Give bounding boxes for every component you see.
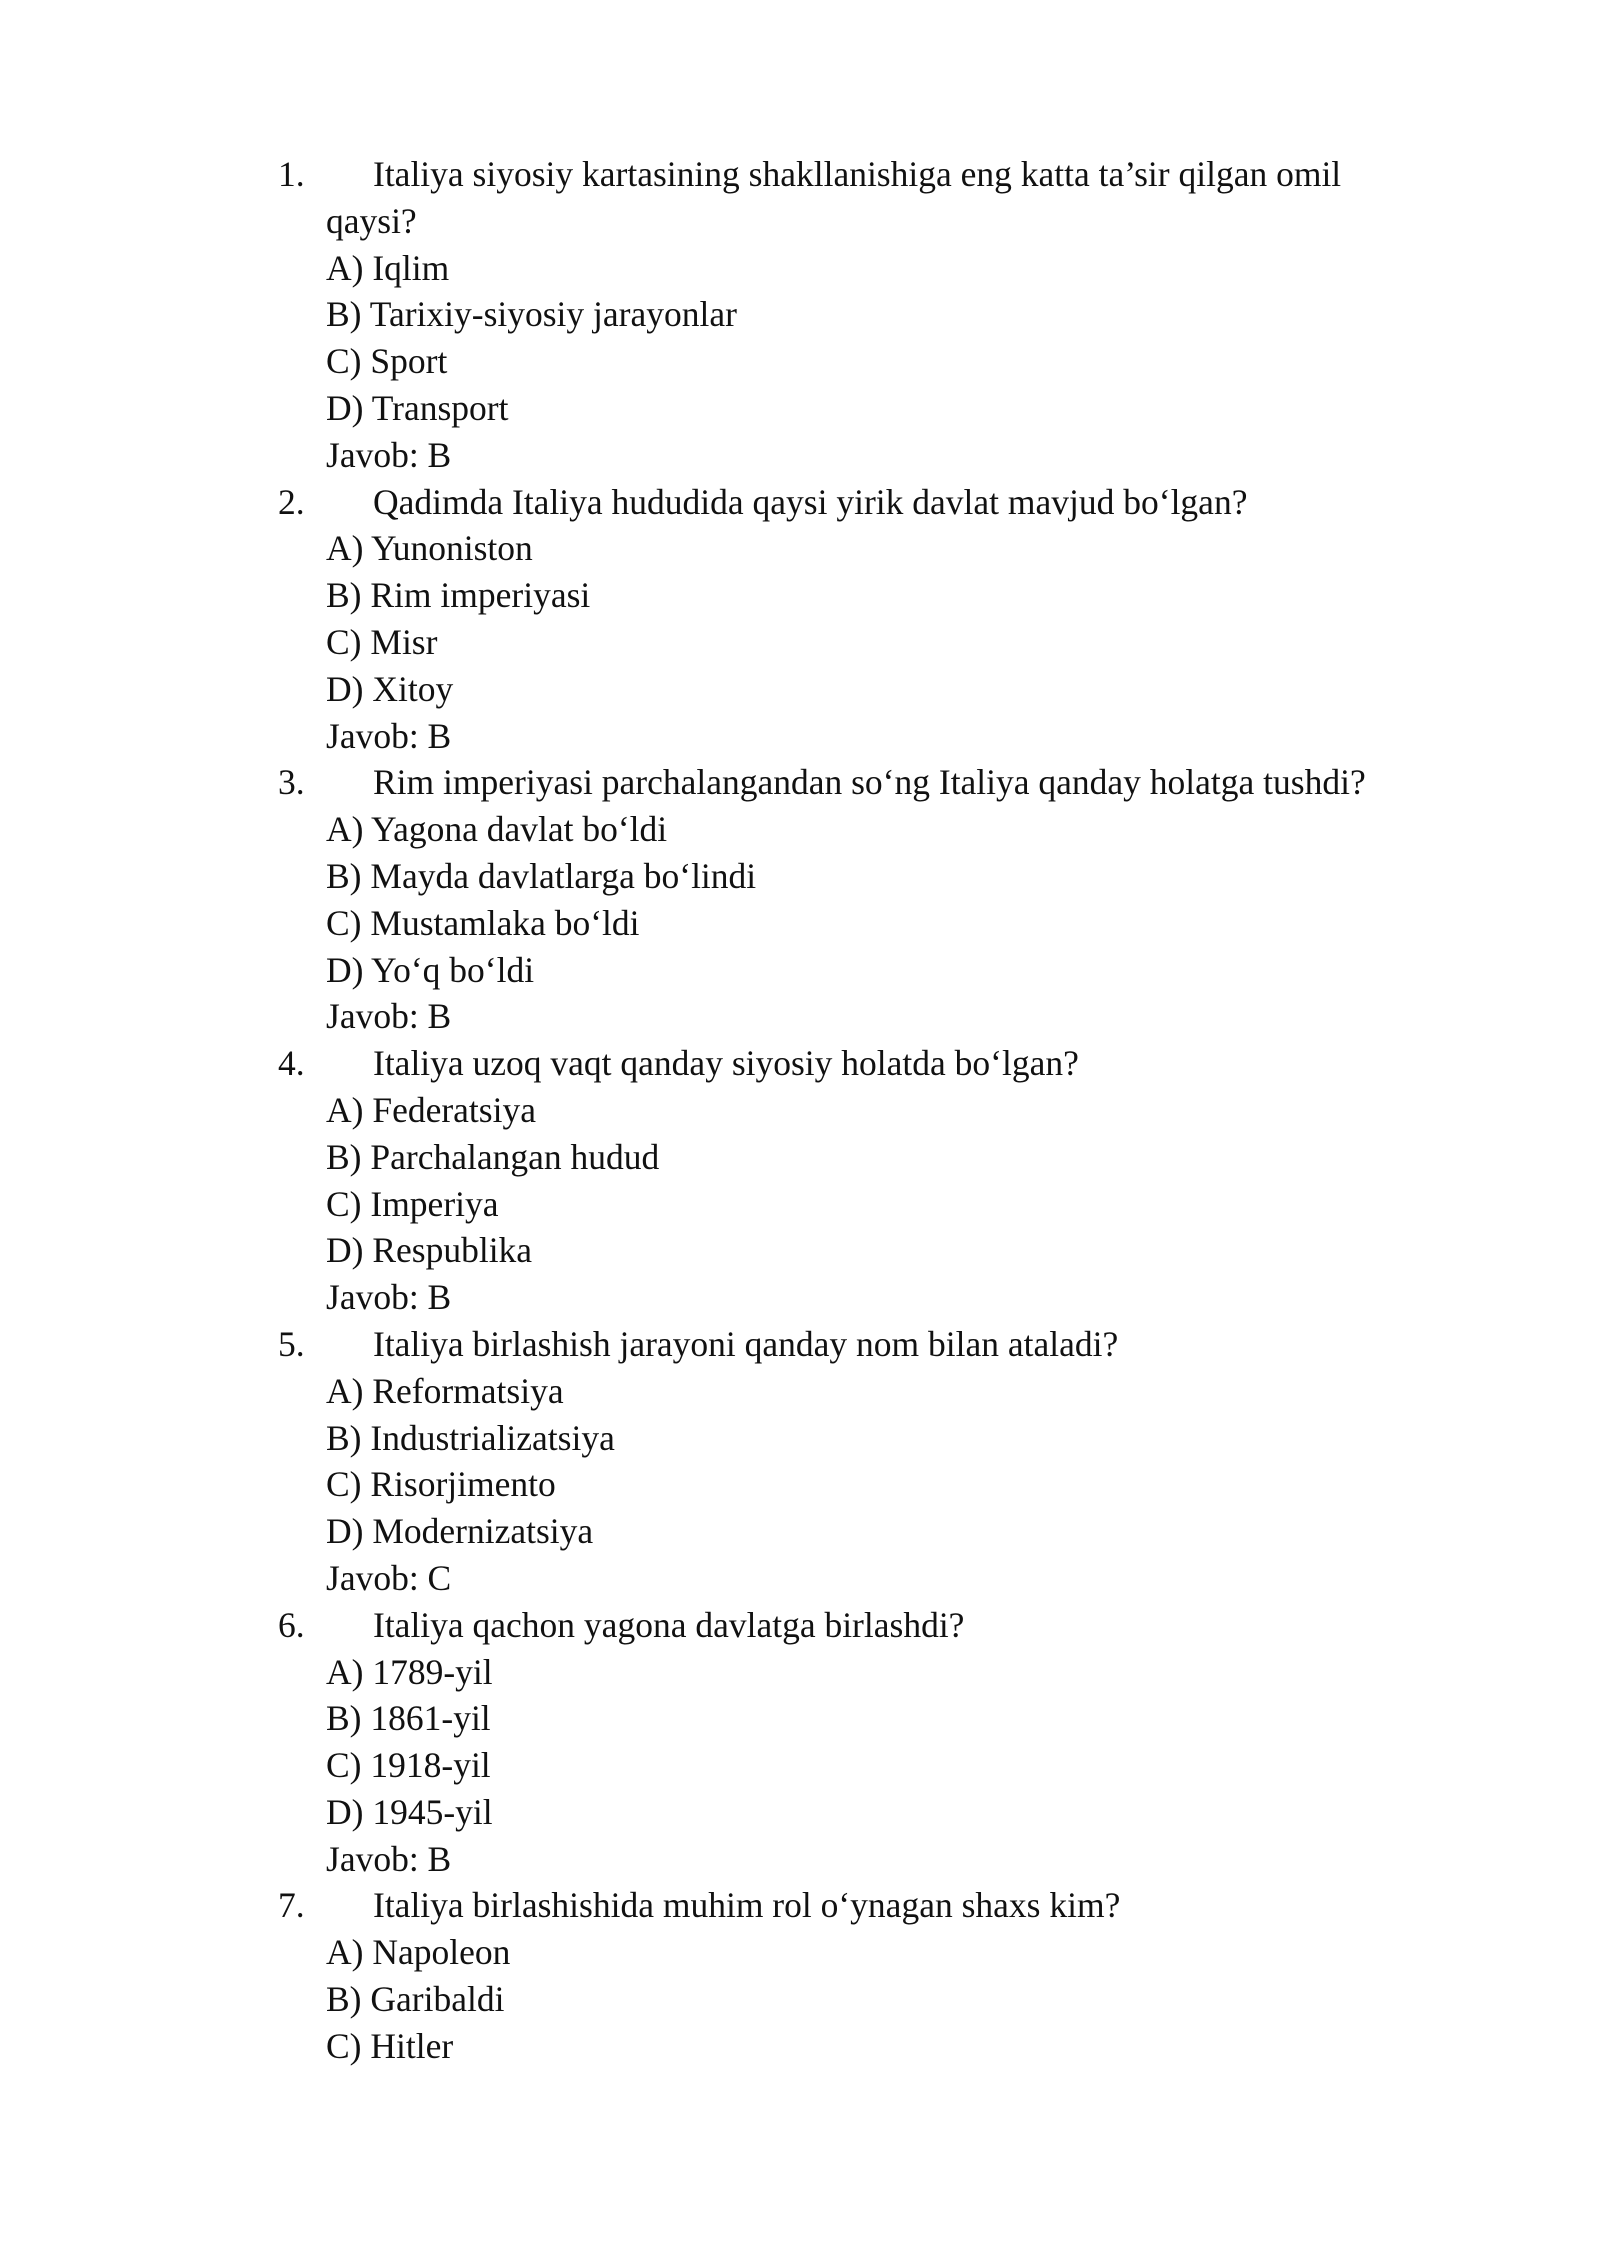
question-2 [278, 479, 1458, 760]
question-2-answer: Javob: B [326, 715, 452, 756]
question-7-option-b: B) Garibaldi [326, 1979, 505, 2020]
question-6-option-b: B) 1861-yil [326, 1698, 491, 1739]
question-3-line [278, 759, 1458, 806]
question-7-text: Italiya birlashishida muhim rol o‘ynagan shaxs kim? [373, 1885, 1121, 1926]
question-6-number: 6. [278, 1604, 305, 1645]
question-3-number: 3. [278, 762, 305, 803]
question-2-text: Qadimda Italiya hududida qaysi yirik davlat mavjud bo‘lgan? [373, 481, 1248, 522]
question-6-text: Italiya qachon yagona davlatga birlashdi? [373, 1604, 965, 1645]
question-5-answer: Javob: C [326, 1557, 452, 1598]
question-6-option-c: C) 1918-yil [326, 1745, 491, 1786]
question-1-text-line2: qaysi? [326, 200, 417, 241]
question-3-option-b: B) Mayda davlatlarga bo‘lindi [326, 855, 757, 896]
question-4-line [278, 1040, 1458, 1087]
question-6-option-a: A) 1789-yil [326, 1651, 493, 1692]
question-7 [278, 1882, 1458, 2069]
question-7-option-a: A) Napoleon [326, 1932, 511, 1973]
question-3-text: Rim imperiyasi parchalangandan so‘ng Italiya qanday holatga tushdi? [373, 762, 1366, 803]
question-5-number: 5. [278, 1323, 305, 1364]
question-3-answer: Javob: B [326, 996, 452, 1037]
question-1-option-c: C) Sport [326, 341, 448, 382]
question-2-option-b: B) Rim imperiyasi [326, 575, 591, 616]
question-5-line [278, 1321, 1458, 1368]
question-4-answer: Javob: B [326, 1277, 452, 1318]
question-4-option-b: B) Parchalangan hudud [326, 1136, 660, 1177]
quiz-list [278, 151, 1458, 2070]
question-2-option-c: C) Misr [326, 621, 438, 662]
question-1-option-b: B) Tarixiy-siyosiy jarayonlar [326, 294, 737, 335]
question-4 [278, 1040, 1458, 1321]
question-1-option-d: D) Transport [326, 387, 509, 428]
question-1-text [326, 151, 1458, 245]
question-6-option-d: D) 1945-yil [326, 1791, 493, 1832]
question-1-answer: Javob: B [326, 434, 452, 475]
question-2-option-a: A) Yunoniston [326, 528, 533, 569]
question-6-line [278, 1602, 1458, 1649]
question-4-option-c: C) Imperiya [326, 1183, 499, 1224]
question-7-option-c: C) Hitler [326, 2025, 454, 2066]
question-5-text: Italiya birlashish jarayoni qanday nom bilan ataladi? [373, 1323, 1119, 1364]
question-4-option-d: D) Respublika [326, 1230, 533, 1271]
question-4-text: Italiya uzoq vaqt qanday siyosiy holatda bo‘lgan? [373, 1043, 1079, 1084]
question-3-option-a: A) Yagona davlat bo‘ldi [326, 809, 668, 850]
question-1 [278, 151, 1458, 479]
question-1-text-line1: Italiya siyosiy kartasining shakllanishiga eng katta ta’sir qilgan omil [373, 154, 1342, 194]
question-4-option-a: A) Federatsiya [326, 1089, 536, 1130]
question-5-option-a: A) Reformatsiya [326, 1370, 564, 1411]
question-1-line [278, 151, 1458, 245]
question-6-answer: Javob: B [326, 1838, 452, 1879]
question-1-number: 1. [278, 154, 305, 194]
question-3 [278, 759, 1458, 1040]
question-1-option-a: A) Iqlim [326, 247, 450, 288]
question-3-option-d: D) Yo‘q bo‘ldi [326, 949, 535, 990]
question-2-number: 2. [278, 481, 305, 522]
question-5-option-c: C) Risorjimento [326, 1464, 556, 1505]
question-5-option-d: D) Modernizatsiya [326, 1511, 594, 1552]
question-7-line [278, 1882, 1458, 1929]
question-5 [278, 1321, 1458, 1602]
question-6 [278, 1602, 1458, 1883]
question-2-line [278, 479, 1458, 526]
question-4-number: 4. [278, 1043, 305, 1084]
question-3-option-c: C) Mustamlaka bo‘ldi [326, 902, 640, 943]
question-7-number: 7. [278, 1885, 305, 1926]
question-2-option-d: D) Xitoy [326, 668, 454, 709]
question-5-option-b: B) Industrializatsiya [326, 1417, 615, 1458]
